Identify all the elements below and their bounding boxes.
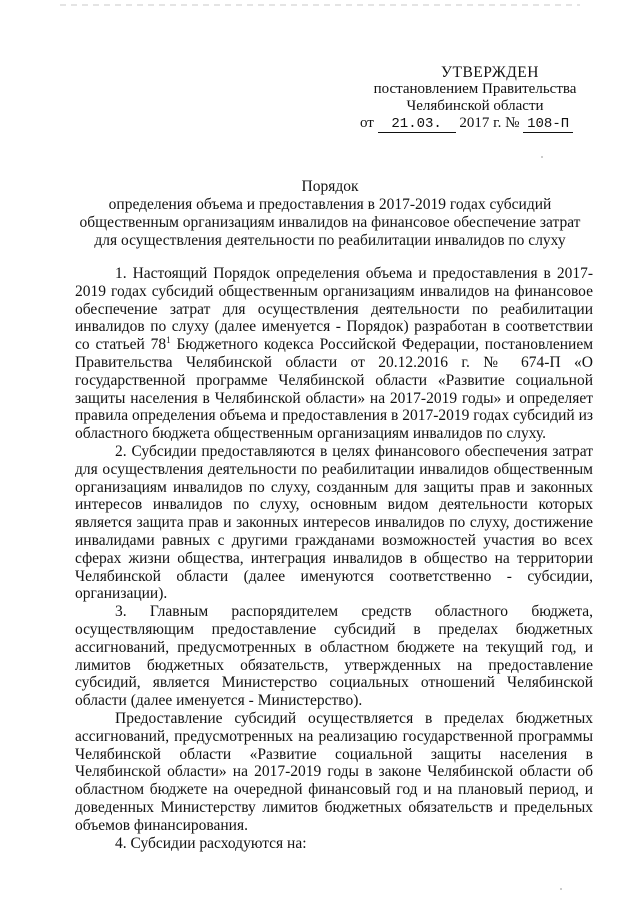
document-body xyxy=(75,265,593,852)
approval-year-suffix: 2017 г. № xyxy=(459,115,520,131)
approval-line-2: Челябинской области xyxy=(406,98,544,114)
paragraph-5: 4. Субсидии расходуются на: xyxy=(115,834,307,852)
paragraph-1 xyxy=(75,265,593,443)
document-subtitle: определения объема и предоставления в 2017-2019 годах субсидий общественным организациям инвалидов на финансовое обеспечение затрат для осуществления деятельности по реабилитации инвалидов по слуху xyxy=(79,196,581,249)
approval-line-1: постановлением Правительства xyxy=(373,81,577,97)
document-title: Порядок xyxy=(301,178,359,195)
paragraph-2: 2. Субсидии предоставляются в целях финансового обеспечения затрат для осуществления деятельности по реабилитации инвалидов общественным организациям инвалидов по слуху, созданным для защиты прав и законных интересов инвалидов по слуху, основным видом деятельности которых является защита прав и законных интересов инвалидов по слуху, достижение инвалидами равных с другими гражданами возможностей участия во всех сферах жизни общества, интеграция инвалидов в общество на территории Челябинской области (далее именуются соответственно - субсидии, организации). xyxy=(75,442,593,603)
approval-from-label: от xyxy=(360,115,374,131)
paragraph-4: Предоставление субсидий осуществляется в пределах бюджетных ассигнований, предусмотренных на реализацию государственной программы Челябинской области «Развитие социальной защиты населения в Челябинской области» на 2017-2019 годы в законе Челябинской области об областном бюджете на очередной финансовый год и на плановый период, и доведенных Министерству лимитов бюджетных обязательств и предельных объемов финансирования. xyxy=(75,709,593,834)
scan-speck xyxy=(560,888,562,890)
approval-date-row xyxy=(360,115,590,133)
document-title-block xyxy=(70,178,590,250)
paragraph-1-superscript: 1 xyxy=(166,335,171,346)
paragraph-1-text-b: Бюджетного кодекса Российской Федерации, постановлением Правительства Челябинской области от 20.12.2016 г. № 674-П «О государственной программе Челябинской области «Развитие социальной защиты населения в Челябинской области» на 2017-2019 годы» и определяет правила определения объема и предоставления в 2017-2019 годах субсидий из областного бюджета общественным организациям инвалидов по слуху. xyxy=(75,336,594,443)
scan-artifact-top xyxy=(60,4,580,6)
paragraph-1-text-a: 1. Настоящий Порядок определения объема и предоставления в 2017-2019 годах субсидий общественным организациям инвалидов на финансовое обеспечение затрат для осуществления деятельности по реабилитации инвалидов по слуху (далее именуется - Порядок) разработан в соответствии со статьей 78 xyxy=(75,265,593,354)
approval-number-value: 108-П xyxy=(523,117,573,133)
approval-heading: УТВЕРЖДЕН xyxy=(441,64,539,81)
scan-speck xyxy=(541,156,543,158)
approval-stamp xyxy=(360,64,590,132)
paragraph-3: 3. Главным распорядителем средств областного бюджета, осуществляющим предоставление субсидий в пределах бюджетных ассигнований, предусмотренных в областном бюджете на текущий год, и лимитов бюджетных обязательств, утвержденных на предоставление субсидий, является Министерство социальных отношений Челябинской области (далее именуется - Министерство). xyxy=(75,603,593,710)
approval-date-value: 21.03. xyxy=(378,117,456,133)
